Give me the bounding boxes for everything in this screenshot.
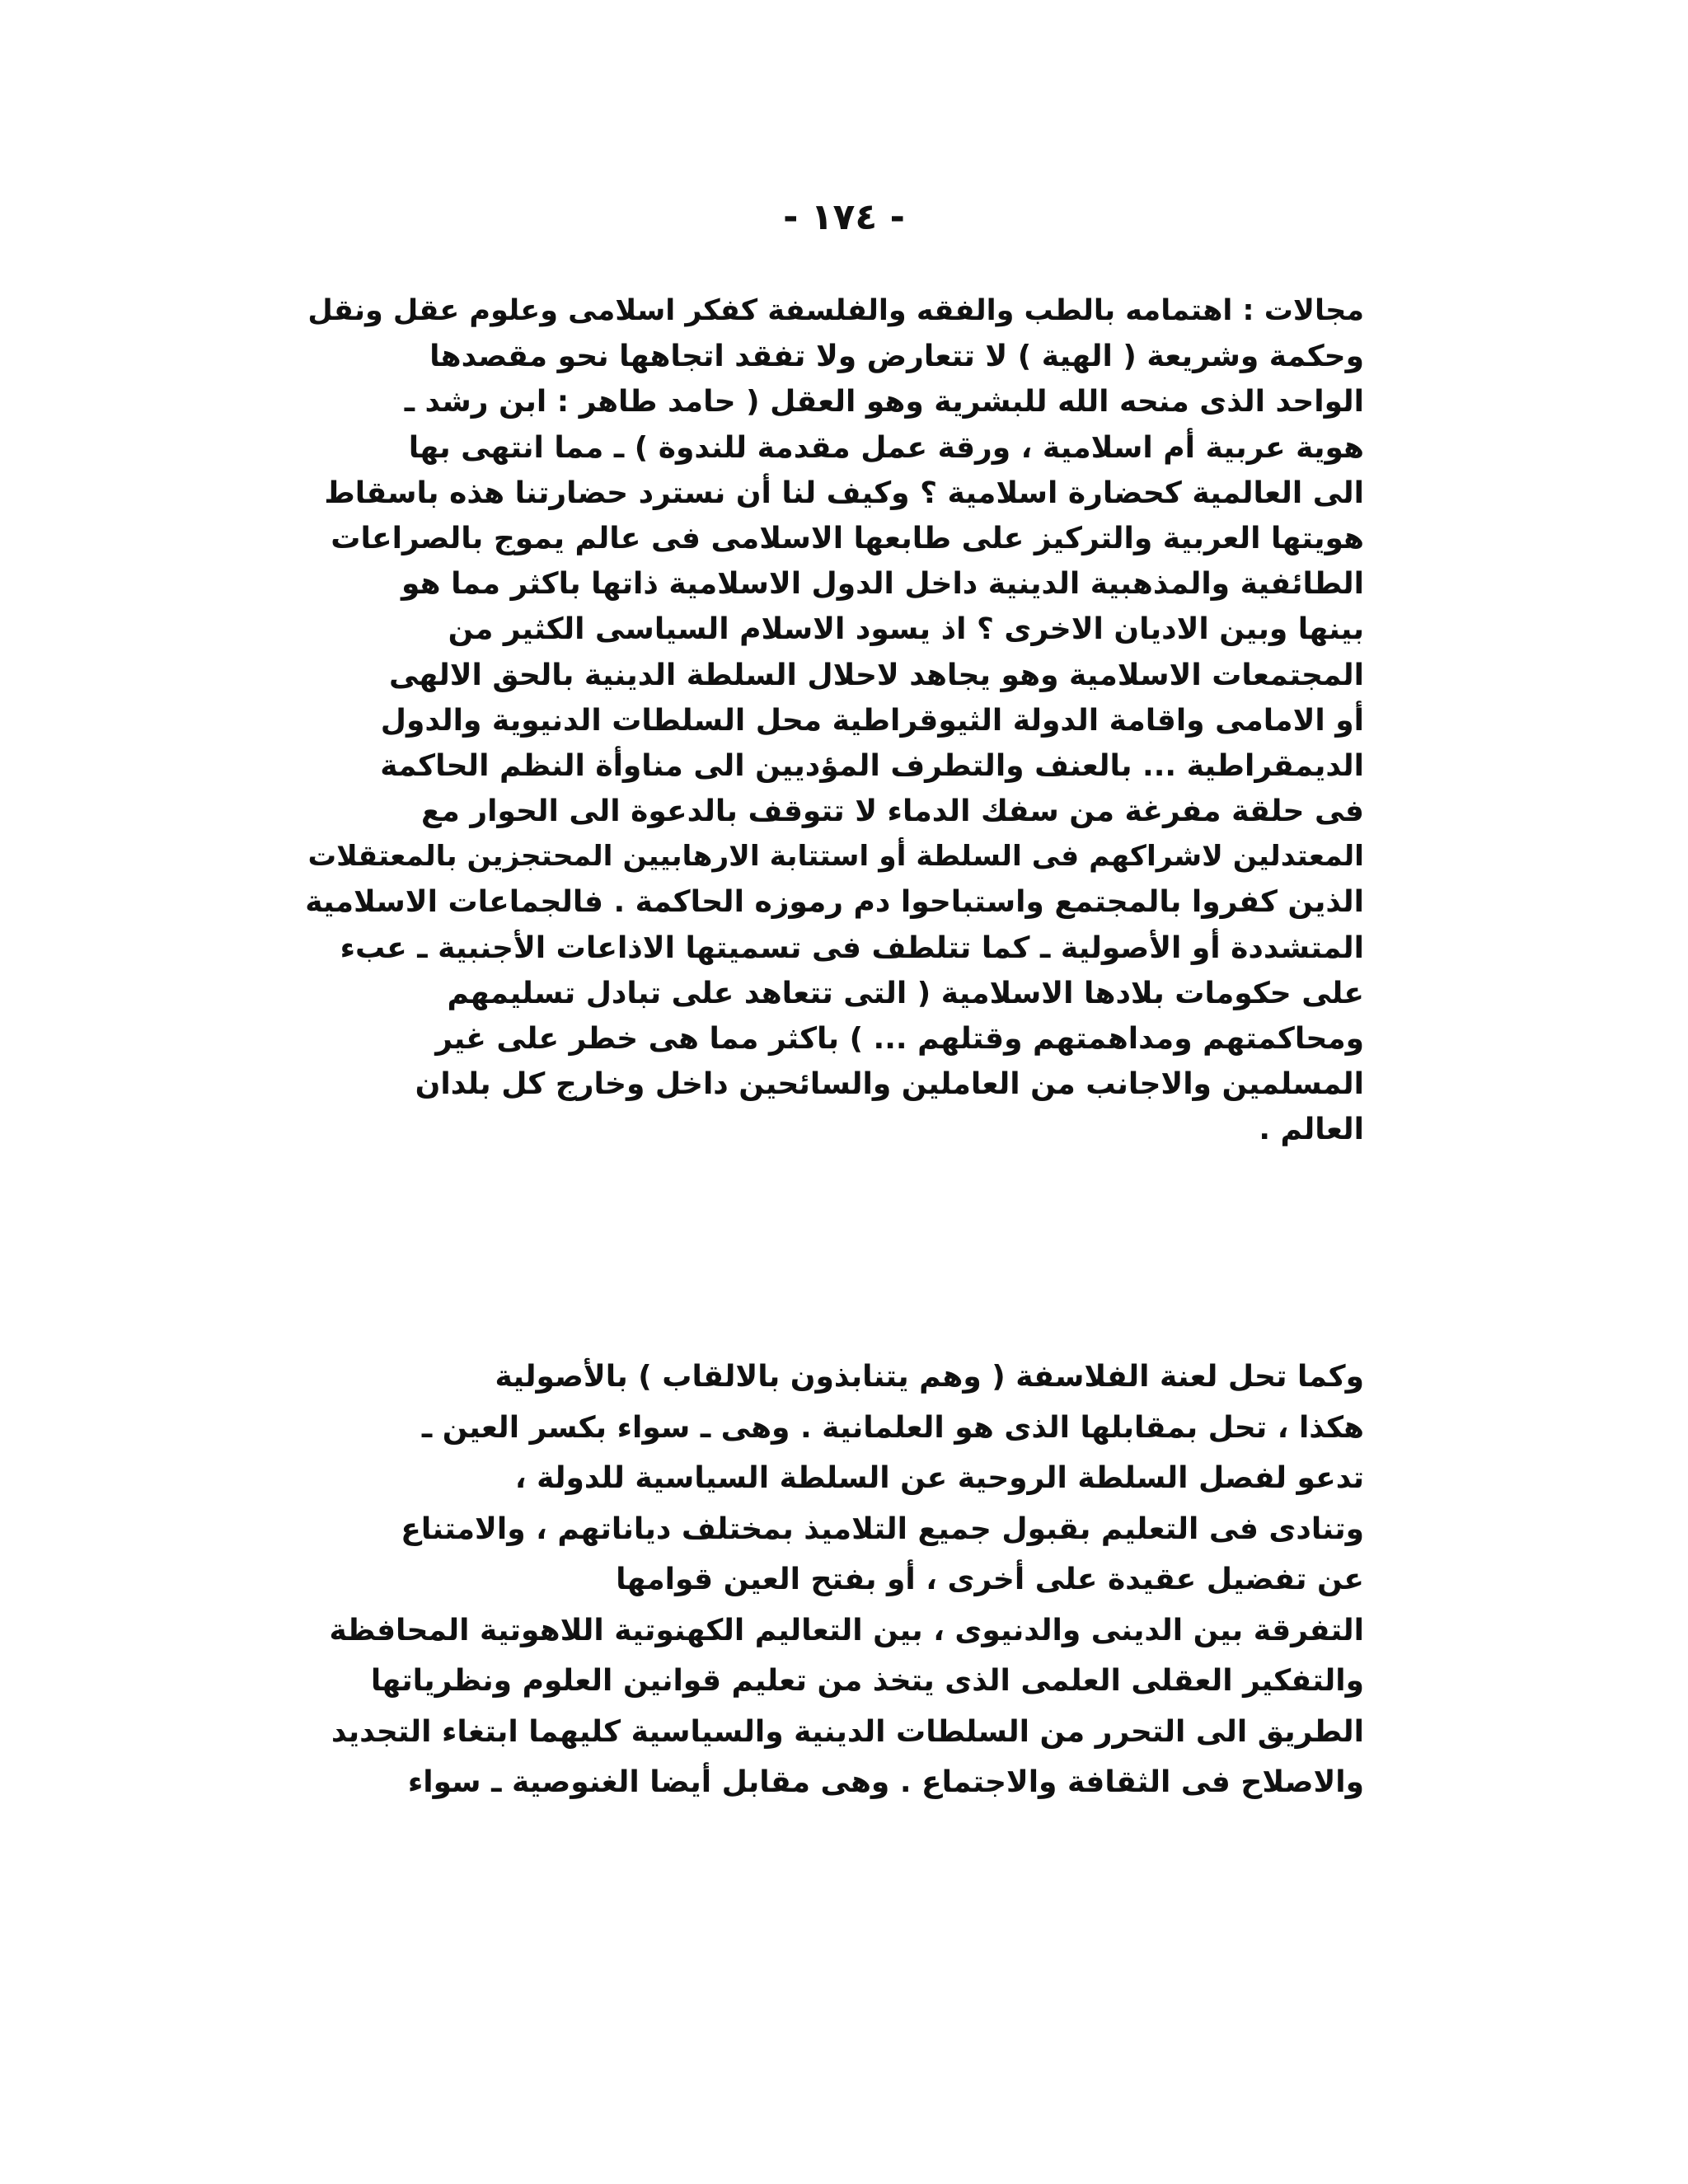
text-line: والتفكير العقلى العلمى الذى يتخذ من تعليم قوانين العلوم ونظرياتها	[370, 1664, 1364, 1698]
text-line: المسلمين والاجانب من العاملين والسائحين داخل وخارج كل بلدان	[415, 1067, 1364, 1102]
page-number: - ١٧٤ -	[783, 196, 905, 238]
text-line: تدعو لفصل السلطة الروحية عن السلطة السياسية للدولة ،	[514, 1461, 1364, 1495]
text-line: أو الامامى واقامة الدولة الثيوقراطية محل السلطات الدنيوية والدول	[380, 703, 1364, 738]
text-line: المعتدلين لاشراكهم فى السلطة أو استتابة الارهابيين المحتجزين بالمعتقلات	[307, 840, 1364, 874]
text-line: وتنادى فى التعليم بقبول جميع التلاميذ بمختلف دياناتهم ، والامتناع	[401, 1511, 1364, 1546]
text-line: المتشددة أو الأصولية ـ كما تتلطف فى تسميتها الاذاعات الأجنبية ـ عبء	[340, 930, 1364, 965]
text-line: الى العالمية كحضارة اسلامية ؟ وكيف لنا أن نسترد حضارتنا هذه باسقاط	[324, 476, 1364, 510]
text-line: مجالات : اهتمامه بالطب والفقه والفلسفة كفكر اسلامى وعلوم عقل ونقل	[307, 294, 1364, 327]
text-line: وكما تحل لعنة الفلاسفة ( وهم يتنابذون بالالقاب ) بالأصولية	[495, 1360, 1364, 1394]
text-line: فى حلقة مفرغة من سفك الدماء لا تتوقف بالدعوة الى الحوار مع	[420, 794, 1364, 829]
text-line: الطريق الى التحرر من السلطات الدينية والسياسية كليهما ابتغاء التجديد	[331, 1714, 1364, 1749]
paragraph-1	[297, 288, 1364, 1153]
text-line: الواحد الذى منحه الله للبشرية وهو العقل ( حامد طاهر : ابن رشد ـ	[404, 385, 1364, 419]
text-line: المجتمعات الاسلامية وهو يجاهد لاحلال السلطة الدينية بالحق الالهى	[389, 658, 1364, 692]
text-line: هكذا ، تحل بمقابلها الذى هو العلمانية . وهى ـ سواء بكسر العين ـ	[421, 1410, 1364, 1445]
text-line: بينها وبين الاديان الاخرى ؟ اذ يسود الاسلام السياسى الكثير من	[448, 612, 1364, 647]
text-line: عن تفضيل عقيدة على أخرى ، أو بفتح العين قوامها	[616, 1563, 1364, 1596]
text-line: التفرقة بين الدينى والدنيوى ، بين التعاليم الكهنوتية اللاهوتية المحافظة	[329, 1613, 1364, 1647]
paragraph-2	[297, 1352, 1364, 1808]
text-line: الطائفية والمذهبية الدينية داخل الدول الاسلامية ذاتها باكثر مما هو	[401, 567, 1364, 602]
text-line: ومحاكمتهم ومداهمتهم وقتلهم ... ) باكثر مما هى خطر على غير	[435, 1022, 1364, 1056]
text-line: والاصلاح فى الثقافة والاجتماع . وهى مقابل أيضا الغنوصية ـ سواء	[407, 1765, 1364, 1799]
text-line: وحكمة وشريعة ( الهية ) لا تتعارض ولا تفقد اتجاهها نحو مقصدها	[429, 340, 1364, 374]
text-line: هوية عربية أم اسلامية ، ورقة عمل مقدمة للندوة ) ـ مما انتهى بها	[408, 430, 1364, 465]
text-line: الذين كفروا بالمجتمع واستباحوا دم رموزه الحاكمة . فالجماعات الاسلامية	[305, 885, 1364, 920]
text-line: العالم .	[1259, 1113, 1364, 1147]
text-line: هويتها العربية والتركيز على طابعها الاسلامى فى عالم يموج بالصراعات	[331, 521, 1364, 555]
text-line: الديمقراطية ... بالعنف والتطرف المؤديين الى مناوأة النظم الحاكمة	[380, 748, 1364, 783]
text-line: على حكومات بلادها الاسلامية ( التى تتعاهد على تبادل تسليمهم	[447, 976, 1364, 1010]
